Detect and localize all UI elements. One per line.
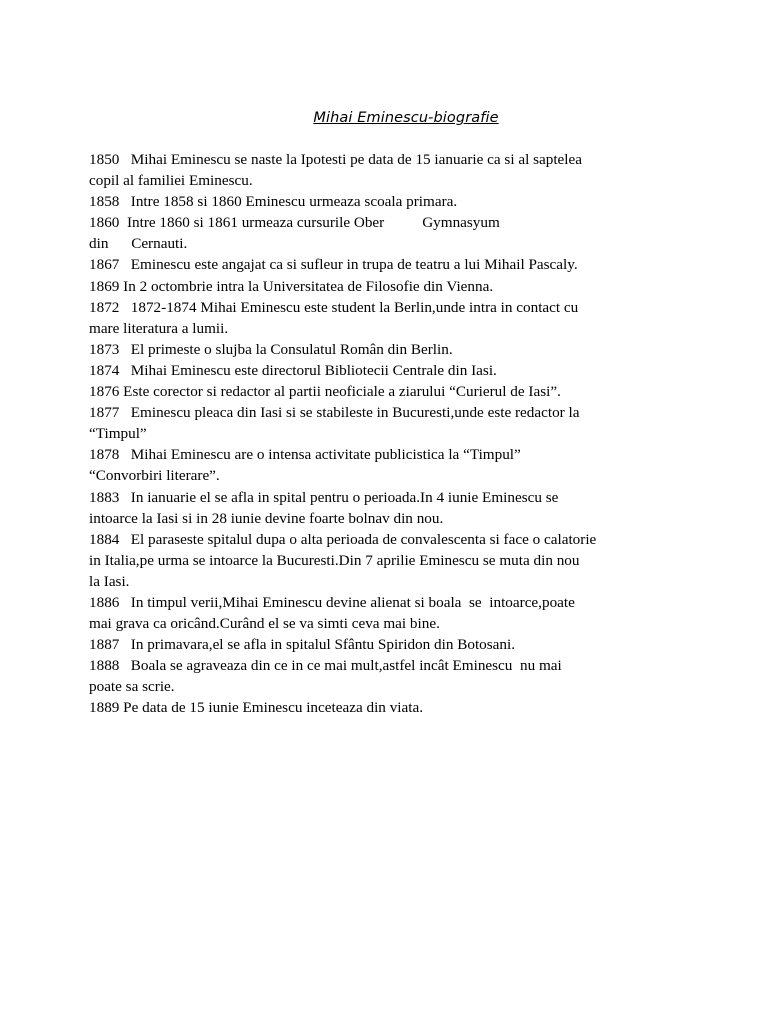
text-line: 1888 Boala se agraveaza din ce in ce mai mult,astfel incât Eminescu nu mai [89, 657, 562, 675]
text-line: 1883 In ianuarie el se afla in spital pentru o perioada.In 4 iunie Eminescu se [89, 488, 559, 506]
text-line: 1867 Eminescu este angajat ca si sufleur in trupa de teatru a lui Mihail Pascaly. [89, 256, 578, 274]
text-line: 1869 In 2 octombrie intra la Universitatea de Filosofie din Vienna. [89, 277, 494, 295]
text-line: mai grava ca oricând.Curând el se va simti ceva mai bine. [89, 615, 440, 633]
text-line: 1858 Intre 1858 si 1860 Eminescu urmeaza scoala primara. [89, 193, 458, 211]
text-line: 1878 Mihai Eminescu are o intensa activitate publicistica la “Timpul” [89, 446, 521, 464]
text-line: intoarce la Iasi si in 28 iunie devine foarte bolnav din nou. [89, 509, 444, 527]
text-line: 1886 In timpul verii,Mihai Eminescu devine alienat si boala se intoarce,poate [89, 593, 575, 611]
text-line: 1873 El primeste o slujba la Consulatul Român din Berlin. [89, 340, 453, 358]
text-line: 1874 Mihai Eminescu este directorul Bibliotecii Centrale din Iasi. [89, 361, 497, 379]
text-line: mare literatura a lumii. [89, 319, 229, 337]
text-line: “Timpul” [89, 425, 147, 443]
text-line: 1887 In primavara,el se afla in spitalul Sfântu Spiridon din Botosani. [89, 636, 516, 654]
text-line: 1876 Este corector si redactor al partii neoficiale a ziarului “Curierul de Iasi”. [89, 383, 561, 401]
document-body [89, 149, 664, 719]
text-line: 1877 Eminescu pleaca din Iasi si se stabileste in Bucuresti,unde este redactor la [89, 404, 580, 422]
text-line: 1860 Intre 1860 si 1861 urmeaza cursurile Ober Gymnasyum [89, 214, 500, 232]
text-line: copil al familiei Eminescu. [89, 172, 253, 190]
text-line: 1850 Mihai Eminescu se naste la Ipotesti pe data de 15 ianuarie ca si al saptelea [89, 151, 583, 168]
text-line: din Cernauti. [89, 235, 188, 253]
text-line: “Convorbiri literare”. [89, 467, 220, 485]
text-line: 1889 Pe data de 15 iunie Eminescu inceteaza din viata. [89, 699, 424, 717]
text-line: 1872 1872-1874 Mihai Eminescu este student la Berlin,unde intra in contact cu [89, 298, 579, 316]
text-line: in Italia,pe urma se intoarce la Bucuresti.Din 7 aprilie Eminescu se muta din nou [89, 551, 580, 569]
text-line: la Iasi. [89, 572, 130, 590]
text-line: poate sa scrie. [89, 678, 175, 696]
document-title: Mihai Eminescu-biografie [313, 110, 499, 126]
text-line: 1884 El paraseste spitalul dupa o alta perioada de convalescenta si face o calatorie [89, 530, 597, 548]
